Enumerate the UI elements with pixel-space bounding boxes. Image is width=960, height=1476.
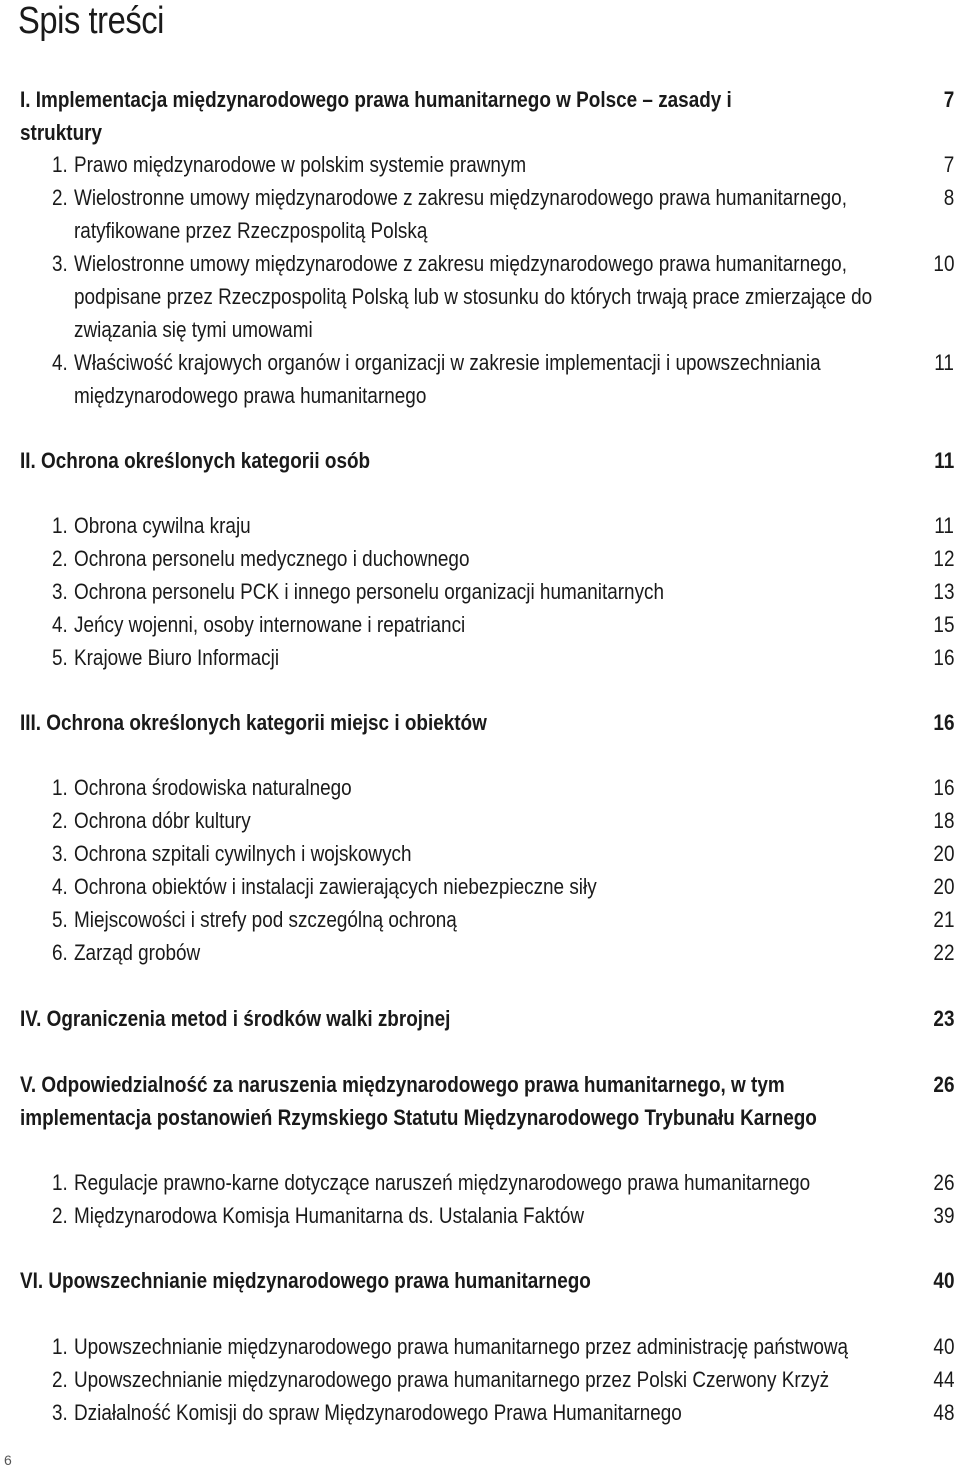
item-number: 1. [52,513,68,538]
item-page-number: 13 [932,579,954,604]
item-page-number: 7 [943,152,954,177]
item-title: Krajowe Biuro Informacji [74,645,280,670]
section-title: IV. Ograniczenia metod i środków walki zbrojnej [20,1006,451,1031]
item-page-number: 20 [932,841,954,866]
item-number: 3. [52,579,68,604]
item-number: 2. [52,808,68,833]
item-number: 5. [52,645,68,670]
item-number: 2. [52,185,68,210]
item-page-number: 16 [932,645,954,670]
section-title: V. Odpowiedzialność za naruszenia międzynarodowego prawa humanitarnego, w tym implementacja postanowień Rzymskiego Statutu Międzynarodowego Trybunału Karnego [20,1072,817,1130]
item-number: 4. [52,874,68,899]
item-page-number: 8 [943,185,954,210]
item-title: Regulacje prawno-karne dotyczące naruszeń międzynarodowego prawa humanitarnego [74,1170,811,1195]
item-page-number: 44 [932,1367,954,1392]
item-number: 4. [52,350,68,375]
item-title: Wielostronne umowy międzynarodowe z zakresu międzynarodowego prawa humanitarnego, ratyfikowane przez Rzeczpospolitą Polską [74,185,847,243]
item-number: 3. [52,1400,68,1425]
item-page-number: 10 [932,251,954,276]
item-number: 4. [52,612,68,637]
section-title: VI. Upowszechnianie międzynarodowego prawa humanitarnego [20,1268,591,1293]
item-title: Upowszechnianie międzynarodowego prawa humanitarnego przez administrację państwową [74,1334,849,1359]
item-number: 1. [52,775,68,800]
item-page-number: 21 [932,907,954,932]
page-title: Spis treści [18,0,165,42]
item-number: 3. [52,251,68,276]
section-title: II. Ochrona określonych kategorii osób [20,448,371,473]
section-page-number: 7 [943,87,954,112]
item-page-number: 40 [932,1334,954,1359]
item-page-number: 12 [932,546,954,571]
item-page-number: 18 [932,808,954,833]
item-title: Obrona cywilna kraju [74,513,251,538]
item-number: 6. [52,940,68,965]
item-title: Wielostronne umowy międzynarodowe z zakresu międzynarodowego prawa humanitarnego, podpisane przez Rzeczpospolitą Polską lub w stosunku do których trwają prace zmierzające do związania się tymi umowami [74,251,873,342]
item-number: 1. [52,1170,68,1195]
item-number: 2. [52,1367,68,1392]
item-title: Prawo międzynarodowe w polskim systemie prawnym [74,152,527,177]
item-number: 1. [52,152,68,177]
section-title: III. Ochrona określonych kategorii miejsc i obiektów [20,710,487,735]
item-number: 2. [52,1203,68,1228]
section-page-number: 11 [933,448,954,473]
item-title: Miejscowości i strefy pod szczególną ochroną [74,907,457,932]
item-title: Ochrona środowiska naturalnego [74,775,352,800]
item-page-number: 26 [932,1170,954,1195]
item-number: 5. [52,907,68,932]
item-title: Ochrona personelu PCK i innego personelu organizacji humanitarnych [74,579,665,604]
item-title: Jeńcy wojenni, osoby internowane i repatrianci [74,612,466,637]
section-page-number: 40 [932,1268,954,1293]
page-folio: 6 [4,1452,12,1468]
item-number: 3. [52,841,68,866]
item-title: Międzynarodowa Komisja Humanitarna ds. Ustalania Faktów [74,1203,585,1228]
item-title: Zarząd grobów [74,940,201,965]
section-page-number: 26 [932,1072,954,1097]
item-page-number: 39 [932,1203,954,1228]
item-title: Upowszechnianie międzynarodowego prawa humanitarnego przez Polski Czerwony Krzyż [74,1367,830,1392]
item-page-number: 11 [934,513,954,538]
item-page-number: 11 [934,350,954,375]
item-page-number: 48 [932,1400,954,1425]
item-title: Właściwość krajowych organów i organizacji w zakresie implementacji i upowszechniania międzynarodowego prawa humanitarnego [74,350,821,408]
item-title: Ochrona personelu medycznego i duchownego [74,546,470,571]
item-page-number: 16 [932,775,954,800]
item-title: Ochrona szpitali cywilnych i wojskowych [74,841,412,866]
item-title: Działalność Komisji do spraw Międzynarodowego Prawa Humanitarnego [74,1400,682,1425]
item-page-number: 15 [932,612,954,637]
item-page-number: 20 [932,874,954,899]
item-title: Ochrona dóbr kultury [74,808,251,833]
item-title: Ochrona obiektów i instalacji zawierających niebezpieczne siły [74,874,597,899]
section-page-number: 23 [932,1006,954,1031]
item-page-number: 22 [932,940,954,965]
item-number: 1. [52,1334,68,1359]
section-title: I. Implementacja międzynarodowego prawa humanitarnego w Polsce – zasady i struktury [20,87,732,145]
section-page-number: 16 [932,710,954,735]
item-number: 2. [52,546,68,571]
